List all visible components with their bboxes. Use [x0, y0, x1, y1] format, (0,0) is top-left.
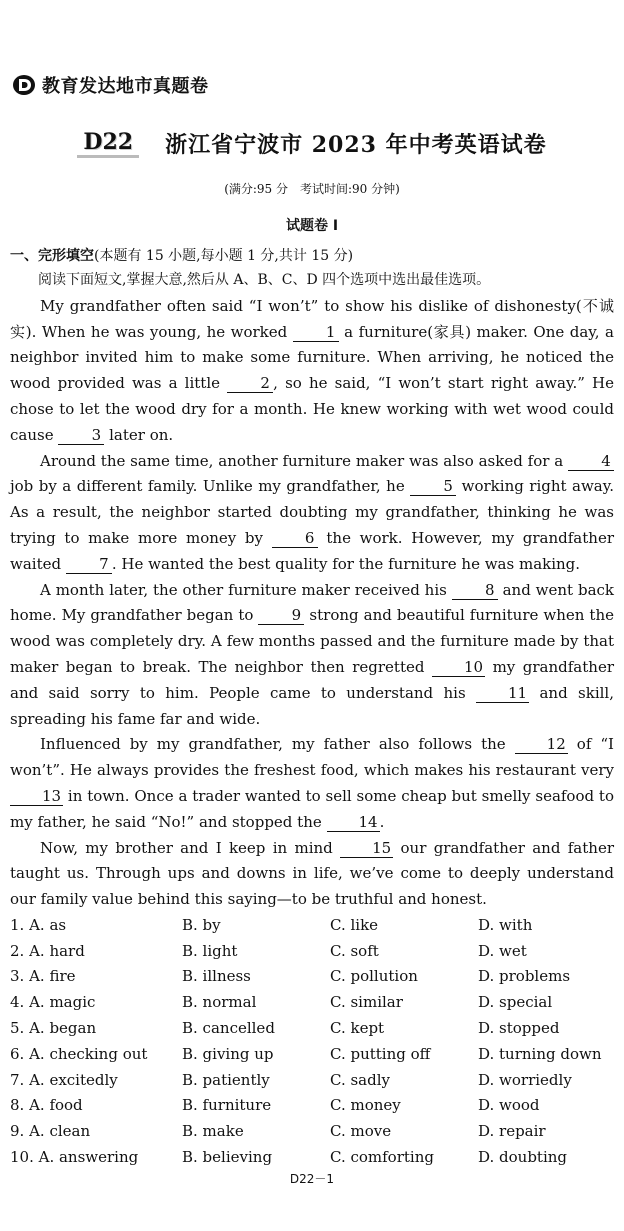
- section-heading: [10, 245, 353, 265]
- option-choice: D. special: [478, 993, 553, 1012]
- section-instruction: 阅读下面短文,掌握大意,然后从 A、B、C、D 四个选项中选出最佳选项。: [38, 272, 491, 288]
- answer-blank: 5: [410, 477, 456, 496]
- option-row: [10, 964, 620, 990]
- option-choice: B. patiently: [182, 1070, 270, 1089]
- option-choice: B. giving up: [182, 1044, 274, 1063]
- passage-paragraph: [10, 449, 614, 578]
- option-choice: D. doubting: [478, 1148, 568, 1167]
- brand-title: 教育发达地市真题卷: [42, 76, 209, 97]
- passage-paragraph: [10, 732, 614, 835]
- option-choice: 9. A. clean: [10, 1122, 91, 1141]
- option-row: [10, 1041, 620, 1067]
- option-row: [10, 938, 620, 964]
- passage-text: Now, my brother and I keep in mind: [40, 838, 341, 857]
- answer-blank: 10: [432, 658, 485, 677]
- passage-text: later on.: [104, 425, 174, 444]
- option-choice: B. normal: [182, 993, 257, 1012]
- passage-text: working right away. As a result, the neighbor started doubting my grandfather, thinking he was trying to make more money by: [10, 477, 614, 547]
- paper-section-title: 试题卷 Ⅰ: [285, 218, 339, 234]
- answer-blank: 4: [568, 452, 614, 471]
- passage-text: Around the same time, another furniture maker was also asked for a: [40, 451, 568, 470]
- option-choice: B. make: [182, 1122, 244, 1141]
- option-choice: 2. A. hard: [10, 941, 85, 960]
- passage-paragraph: [10, 836, 614, 913]
- passage-text: in town. Once a trader wanted to sell some cheap but smelly seafood to my father, he said “No!” and stopped the: [10, 786, 614, 831]
- answer-blank: 7: [66, 555, 112, 574]
- passage-text: of “I won’t”. He always provides the freshest food, which makes his restaurant very: [10, 735, 614, 780]
- option-row: [10, 1118, 620, 1144]
- answer-blank: 12: [515, 735, 568, 754]
- answer-options: [10, 912, 620, 1170]
- title-row: [0, 128, 624, 159]
- passage-text: My grandfather often said “I won’t” to show his dislike of dishonesty(不诚实). When he was young, he worked: [10, 296, 614, 341]
- option-choice: C. kept: [330, 1019, 385, 1038]
- option-choice: B. believing: [182, 1148, 273, 1167]
- passage-text: Influenced by my grandfather, my father also follows the: [40, 735, 515, 754]
- option-row: [10, 1067, 620, 1093]
- passage-text: A month later, the other furniture maker received his: [40, 580, 452, 599]
- option-row: [10, 1144, 620, 1170]
- section-heading-title: 一、完形填空: [10, 248, 94, 264]
- option-choice: B. cancelled: [182, 1019, 275, 1038]
- answer-blank: 13: [10, 787, 63, 806]
- cloze-passage: [10, 268, 614, 913]
- brand-logo-icon: [12, 73, 40, 97]
- passage-text: and skill, spreading his fame far and wide.: [10, 683, 614, 728]
- option-choice: C. money: [330, 1096, 401, 1115]
- option-choice: 10. A. answering: [10, 1148, 139, 1167]
- option-choice: 4. A. magic: [10, 993, 96, 1012]
- option-choice: B. light: [182, 941, 238, 960]
- option-choice: B. furniture: [182, 1096, 272, 1115]
- answer-blank: 3: [58, 426, 104, 445]
- passage-paragraph: [10, 578, 614, 733]
- passage-text: .: [379, 812, 385, 831]
- option-choice: D. turning down: [478, 1044, 602, 1063]
- answer-blank: 2: [227, 374, 273, 393]
- answer-blank: 15: [340, 839, 393, 858]
- option-choice: D. wet: [478, 941, 527, 960]
- option-choice: 7. A. excitedly: [10, 1070, 118, 1089]
- option-choice: D. worriedly: [478, 1070, 572, 1089]
- option-choice: C. putting off: [330, 1044, 431, 1063]
- option-choice: 8. A. food: [10, 1096, 83, 1115]
- paper-code-badge: D22: [77, 129, 139, 158]
- answer-blank: 9: [258, 606, 304, 625]
- option-choice: C. pollution: [330, 967, 418, 986]
- option-choice: C. like: [330, 915, 379, 934]
- option-choice: 1. A. as: [10, 915, 67, 934]
- passage-text: job by a different family. Unlike my grandfather, he: [10, 477, 411, 496]
- option-choice: D. repair: [478, 1122, 546, 1141]
- answer-blank: 6: [272, 529, 318, 548]
- option-row: [10, 989, 620, 1015]
- passage-text: our grandfather and father taught us. Through ups and downs in life, we’ve come to deeply understand our family value behind this saying—to be truthful and honest.: [10, 838, 614, 909]
- option-choice: C. move: [330, 1122, 392, 1141]
- passage-text: and went back home. My grandfather began to: [10, 580, 614, 625]
- exam-info: (满分:95 分 考试时间:90 分钟): [224, 182, 400, 196]
- option-choice: D. wood: [478, 1096, 540, 1115]
- passage-text: strong and beautiful furniture when the wood was completely dry. A few months passed and the furniture made by that maker began to break. The neighbor then regretted: [10, 606, 614, 676]
- answer-blank: 11: [476, 684, 529, 703]
- option-choice: D. stopped: [478, 1019, 560, 1038]
- option-row: [10, 1015, 620, 1041]
- option-row: [10, 912, 620, 938]
- section-heading-note: (本题有 15 小题,每小题 1 分,共计 15 分): [94, 248, 354, 264]
- page-title: 浙江省宁波市 2023 年中考英语试卷: [165, 132, 547, 158]
- option-choice: C. sadly: [330, 1070, 390, 1089]
- option-choice: C. comforting: [330, 1148, 434, 1167]
- option-choice: C. soft: [330, 941, 379, 960]
- brand-header: [12, 72, 209, 98]
- option-choice: 5. A. began: [10, 1019, 97, 1038]
- option-choice: 3. A. fire: [10, 967, 76, 986]
- answer-blank: 8: [452, 581, 498, 600]
- passage-text: . He wanted the best quality for the furniture he was making.: [111, 554, 581, 573]
- passage-text: a furniture(家具) maker. One day, a neighbor invited him to make some furniture. When arriving, he noticed the wood provided was a little: [10, 322, 614, 393]
- passage-text: the work. However, my grandfather waited: [10, 528, 614, 573]
- answer-blank: 1: [293, 323, 339, 342]
- option-row: [10, 1093, 620, 1119]
- option-choice: D. problems: [478, 967, 571, 986]
- answer-blank: 14: [327, 813, 380, 832]
- page-number: D22－1: [289, 1172, 335, 1186]
- passage-paragraph: [10, 294, 614, 449]
- passage-text: my grandfather and said sorry to him. People came to understand his: [10, 657, 614, 702]
- option-choice: C. similar: [330, 993, 403, 1012]
- option-choice: D. with: [478, 915, 533, 934]
- option-choice: 6. A. checking out: [10, 1044, 148, 1063]
- option-choice: B. by: [182, 915, 221, 934]
- option-choice: B. illness: [182, 967, 251, 986]
- passage-text: , so he said, “I won’t start right away.” He chose to let the wood dry for a month. He knew working with wet wood could cause: [10, 374, 614, 444]
